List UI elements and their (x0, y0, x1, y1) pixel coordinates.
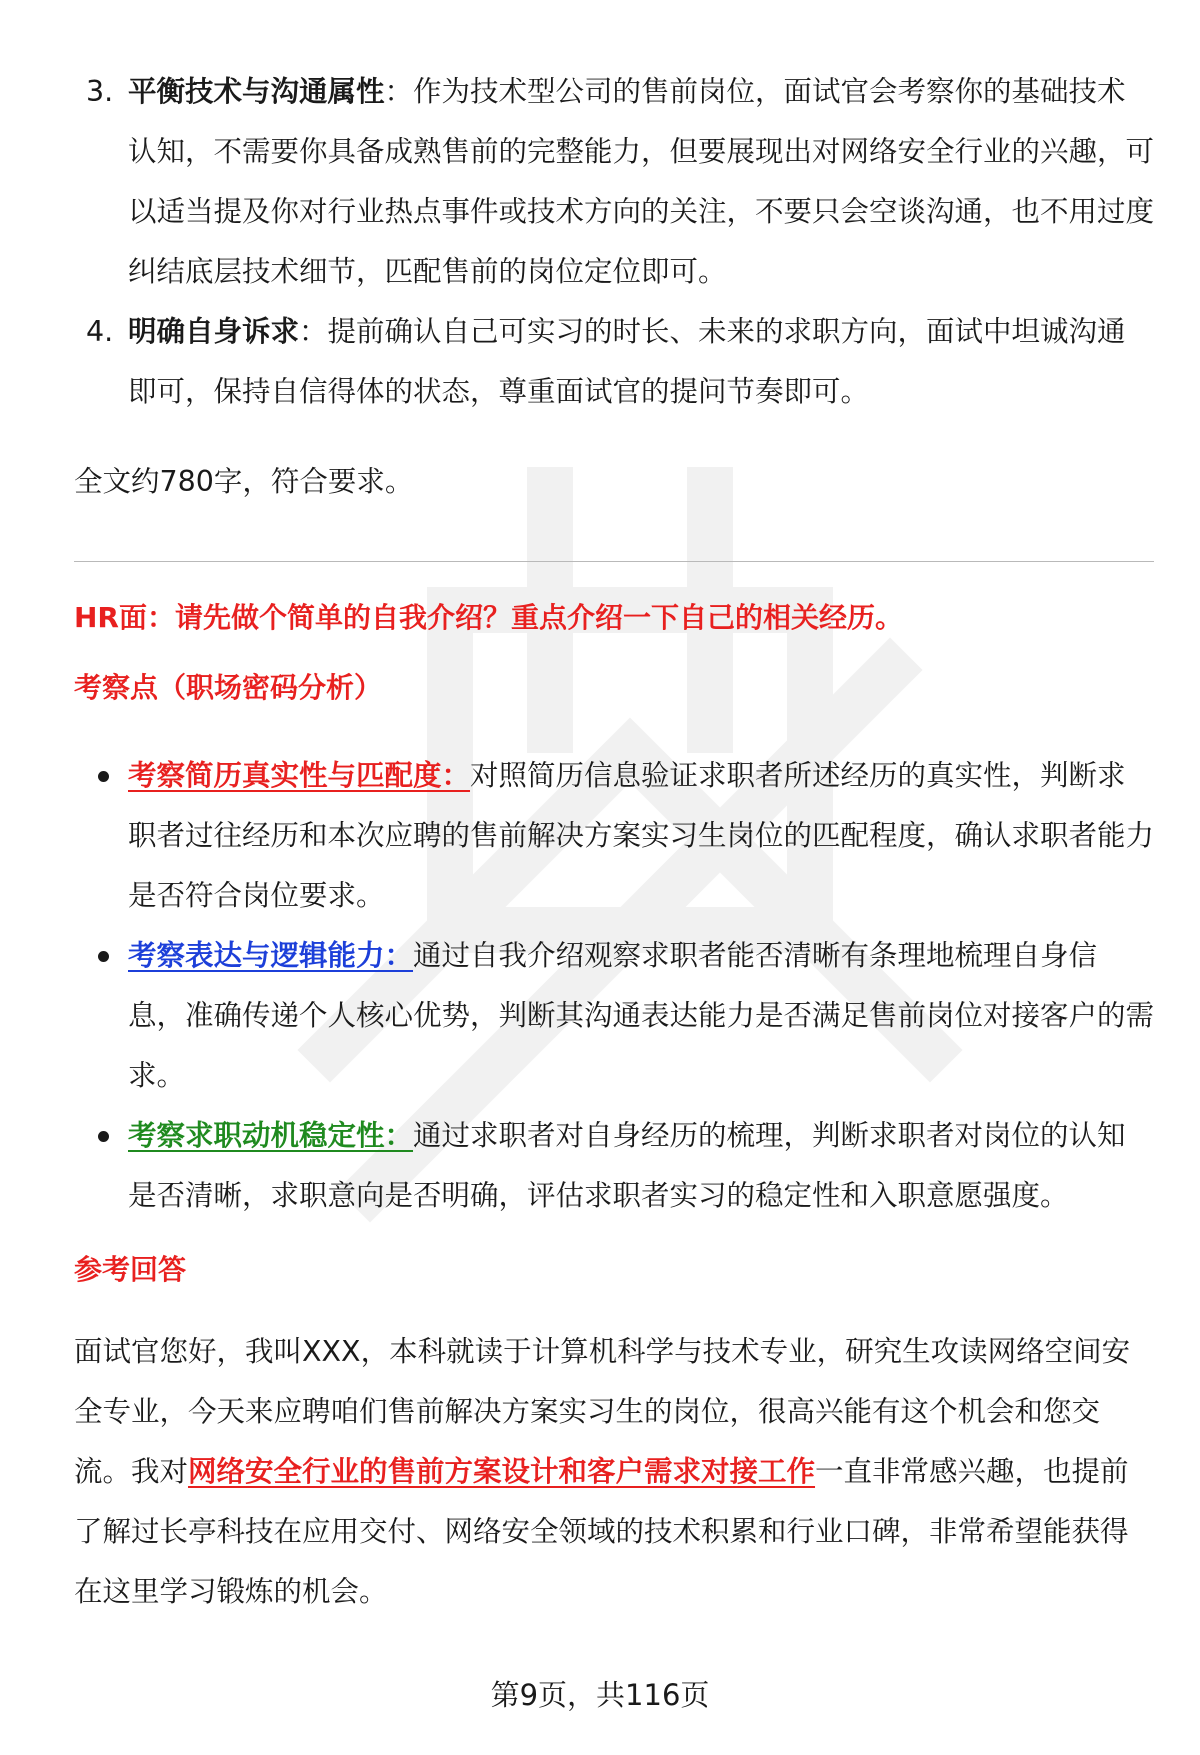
bullet-text: 通过求职者对自身经历的梳理，判断求职者对岗位的认知是否清晰，求职意向是否明确，评估求职者实习的稳定性和入职意愿强度。 (128, 1119, 1126, 1212)
bullet-dot-icon (98, 771, 109, 782)
section-divider (74, 561, 1154, 562)
numbered-list (74, 62, 1154, 422)
bullet-label: 考察简历真实性与匹配度： (128, 759, 471, 792)
list-item-title: 明确自身诉求 (128, 315, 300, 348)
interview-question: HR面：请先做个简单的自我介绍？重点介绍一下自己的相关经历。 (74, 601, 903, 634)
bullet-label: 考察求职动机稳定性： (128, 1119, 414, 1152)
analysis-bullet (74, 746, 1154, 926)
list-item-separator: ： (299, 315, 328, 348)
word-count-summary: 全文约780字，符合要求。 (74, 465, 414, 498)
list-item-separator: ： (384, 75, 414, 108)
list-item (74, 302, 1154, 422)
list-item-text: 作为技术型公司的售前岗位，面试官会考察你的基础技术认知，不需要你具备成熟售前的完整能力，但要展现出对网络安全行业的兴趣，可以适当提及你对行业热点事件或技术方向的关注，不要只会空谈沟通，也不用过度纠结底层技术细节，匹配售前的岗位定位即可。 (128, 75, 1155, 288)
analysis-bullet (74, 926, 1154, 1106)
list-item (74, 62, 1154, 302)
list-item-title: 平衡技术与沟通属性 (128, 75, 385, 108)
list-item-number: 3. (86, 75, 114, 108)
bullet-label: 考察表达与逻辑能力： (128, 939, 414, 972)
list-item-number: 4. (86, 315, 114, 348)
answer-heading: 参考回答 (74, 1253, 187, 1286)
answer-text: 一直非常感兴趣，也提前了解过长亭科技在应用交付、网络安全领域的技术积累和行业口碑，非常希望能获得在这里学习锻炼的机会。 (74, 1455, 1129, 1608)
list-item-text: 提前确认自己可实习的时长、未来的求职方向，面试中坦诚沟通即可，保持自信得体的状态，尊重面试官的提问节奏即可。 (128, 315, 1126, 408)
bullet-text: 对照简历信息验证求职者所述经历的真实性，判断求职者过往经历和本次应聘的售前解决方案实习生岗位的匹配程度，确认求职者能力是否符合岗位要求。 (128, 759, 1155, 912)
answer-text: 面试官您好，我叫XXX，本科就读于计算机科学与技术专业，研究生攻读网络空间安全专业，今天来应聘咱们售前解决方案实习生的岗位，很高兴能有这个机会和您交流。我对 (74, 1335, 1131, 1488)
analysis-heading: 考察点（职场密码分析） (74, 671, 383, 704)
analysis-bullet (74, 1106, 1154, 1226)
reference-answer (74, 1322, 1154, 1622)
page-number: 第9页，共116页 (490, 1678, 710, 1712)
bullet-dot-icon (98, 1131, 109, 1142)
analysis-bullet-list (74, 746, 1154, 1226)
bullet-text: 通过自我介绍观察求职者能否清晰有条理地梳理自身信息，准确传递个人核心优势，判断其沟通表达能力是否满足售前岗位对接客户的需求。 (128, 939, 1155, 1092)
answer-highlight: 网络安全行业的售前方案设计和客户需求对接工作 (188, 1455, 816, 1488)
bullet-dot-icon (98, 951, 109, 962)
